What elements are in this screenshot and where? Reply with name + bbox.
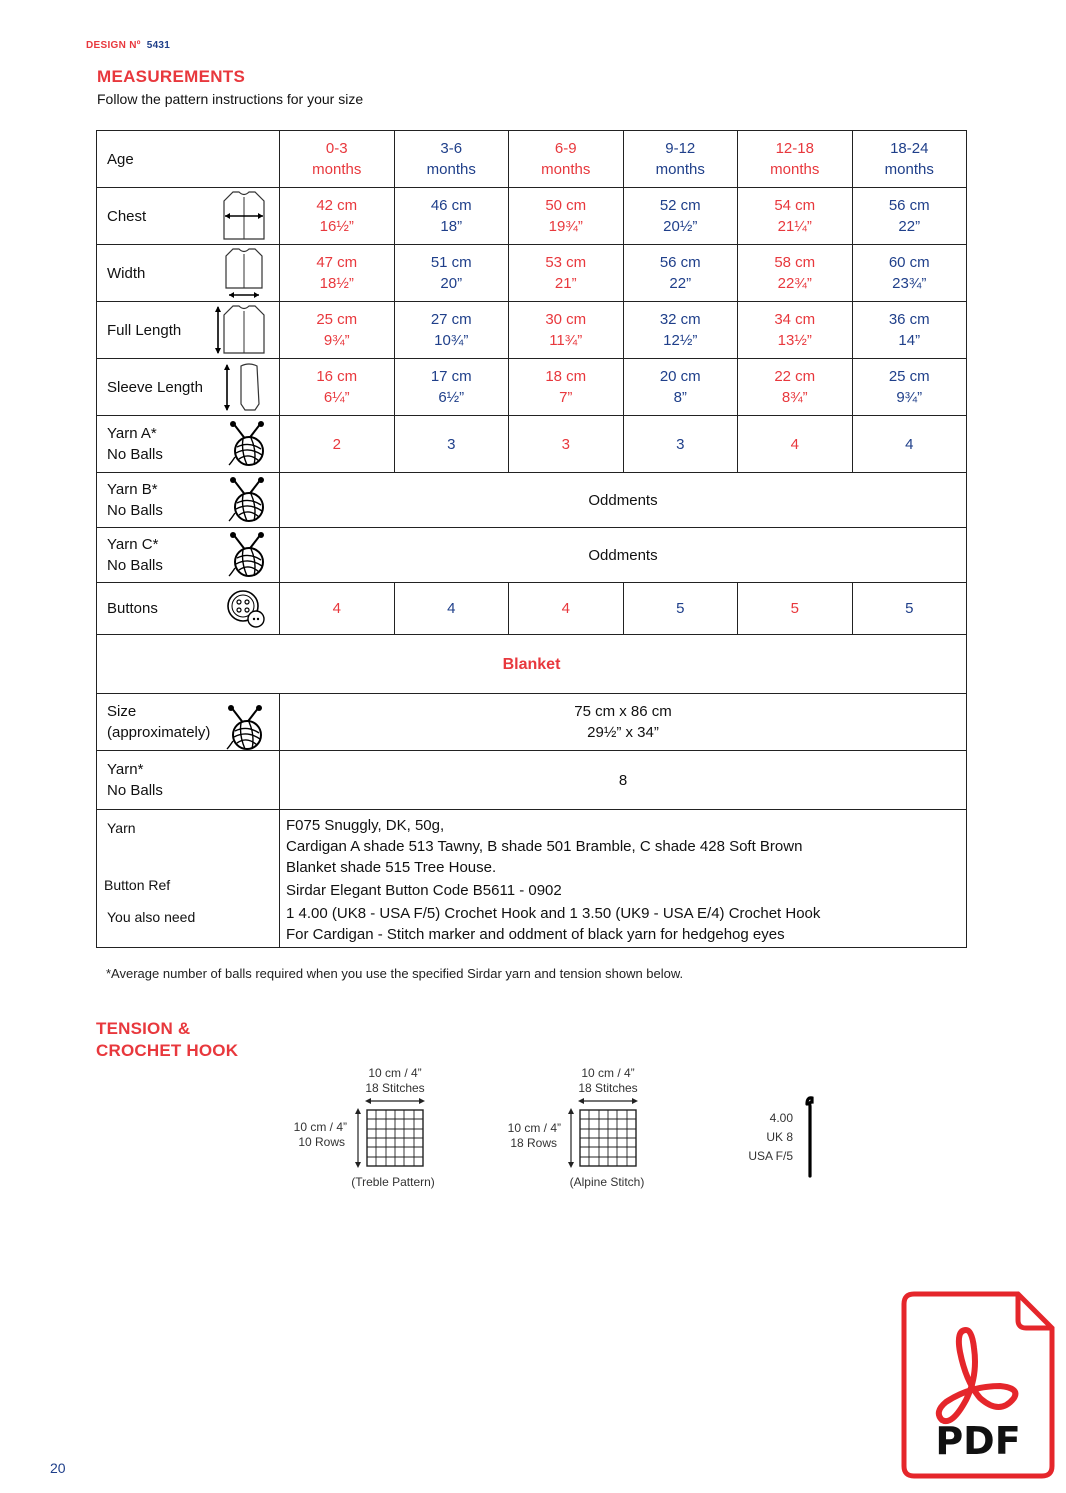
yarn-a-cell: 4 <box>738 416 853 473</box>
cardigan-width-icon <box>221 246 267 300</box>
also-need-line: For Cardigan - Stitch marker and oddment of black yarn for hedgehog eyes <box>286 926 785 943</box>
button-icon <box>225 588 267 630</box>
buttons-cell: 4 <box>509 583 624 635</box>
full-length-cell: 32 cm 12½” <box>623 302 738 359</box>
cardigan-chest-icon <box>221 189 267 243</box>
blanket-size-label: Size (approximately) <box>97 694 280 751</box>
full-length-cell: 27 cm 10¾” <box>394 302 509 359</box>
table-row-yarn-a <box>97 416 967 473</box>
size-cell: 0-3 months <box>280 131 395 188</box>
page-subtitle: Follow the pattern instructions for your size <box>97 91 364 107</box>
swatch1-width: 10 cm / 4” <box>368 1066 422 1080</box>
yarn-line: Cardigan A shade 513 Tawny, B shade 501 Bramble, C shade 428 Soft Brown <box>286 838 803 855</box>
swatch-alpine-stitch <box>508 1066 645 1189</box>
full-length-cell: 25 cm 9¾” <box>280 302 395 359</box>
yarn-a-cell: 4 <box>852 416 967 473</box>
buttons-label: Buttons <box>97 583 280 635</box>
yarn-info-labels <box>97 810 280 948</box>
sleeve-length-icon <box>221 360 267 414</box>
swatch2-stitches: 18 Stitches <box>578 1081 638 1095</box>
sleeve-length-label: Sleeve Length <box>97 359 280 416</box>
yarn-ball-icon <box>227 477 267 523</box>
yarn-ball-icon <box>225 705 265 751</box>
yarn-line: F075 Snuggly, DK, 50g, <box>286 817 445 834</box>
sleeve-cell: 20 cm 8” <box>623 359 738 416</box>
table-row-yarn-b <box>97 473 967 528</box>
table-row-yarn-c <box>97 528 967 583</box>
table-row-width <box>97 245 967 302</box>
also-need-label: You also need <box>107 909 196 925</box>
page-number: 20 <box>50 1460 66 1476</box>
hook-usa: USA F/5 <box>748 1149 793 1163</box>
cardigan-length-icon <box>215 303 267 357</box>
swatch1-stitches: 18 Stitches <box>365 1081 425 1095</box>
size-cell: 3-6 months <box>394 131 509 188</box>
buttons-cell: 4 <box>280 583 395 635</box>
buttons-cell: 5 <box>738 583 853 635</box>
swatch1-caption: (Treble Pattern) <box>351 1175 435 1189</box>
yarn-line: Blanket shade 515 Tree House. <box>286 859 497 876</box>
button-ref-line: Sirdar Elegant Button Code B5611 - 0902 <box>286 882 562 899</box>
table-row-blanket-yarn <box>97 751 967 810</box>
width-cell: 58 cm 22¾” <box>738 245 853 302</box>
swatch1-height: 10 cm / 4” <box>293 1120 347 1134</box>
sleeve-cell: 22 cm 8¾” <box>738 359 853 416</box>
design-number <box>86 40 170 51</box>
blanket-heading: Blanket <box>97 635 967 694</box>
chest-cell: 50 cm 19¾” <box>509 188 624 245</box>
yarn-a-cell: 2 <box>280 416 395 473</box>
chest-cell: 56 cm 22” <box>852 188 967 245</box>
sleeve-cell: 16 cm 6¼” <box>280 359 395 416</box>
width-cell: 53 cm 21” <box>509 245 624 302</box>
table-row-yarn-info <box>97 810 967 948</box>
also-need-line: 1 4.00 (UK8 - USA F/5) Crochet Hook and 1 3.50 (UK9 - USA E/4) Crochet Hook <box>286 905 821 922</box>
full-length-label: Full Length <box>97 302 280 359</box>
full-length-cell: 30 cm 11¾” <box>509 302 624 359</box>
age-label: Age <box>97 131 280 188</box>
yarn-c-label: Yarn C* No Balls <box>97 528 280 583</box>
yarn-a-label: Yarn A* No Balls <box>97 416 280 473</box>
full-length-cell: 34 cm 13½” <box>738 302 853 359</box>
blanket-size-value: 75 cm x 86 cm 29½” x 34” <box>280 694 967 751</box>
chest-cell: 54 cm 21¼” <box>738 188 853 245</box>
crochet-hook-icon <box>807 1098 812 1176</box>
pdf-file-icon <box>900 1290 1056 1480</box>
table-row-full-length <box>97 302 967 359</box>
yarn-a-cell: 3 <box>623 416 738 473</box>
table-row-blanket-heading <box>97 635 967 694</box>
table-row-sleeve-length <box>97 359 967 416</box>
tension-title: TENSION & CROCHET HOOK <box>96 1019 239 1060</box>
size-cell: 6-9 months <box>509 131 624 188</box>
yarn-a-cell: 3 <box>509 416 624 473</box>
table-row-blanket-size <box>97 694 967 751</box>
pdf-badge-label: PDF <box>935 1419 1021 1463</box>
swatch2-height: 10 cm / 4” <box>507 1121 561 1135</box>
blanket-yarn-label: Yarn* No Balls <box>97 751 280 810</box>
table-row-buttons <box>97 583 967 635</box>
yarn-b-value: Oddments <box>280 473 967 528</box>
width-cell: 47 cm 18½” <box>280 245 395 302</box>
chest-cell: 52 cm 20½” <box>623 188 738 245</box>
swatch-treble-pattern <box>294 1066 435 1189</box>
design-number-value: 5431 <box>146 40 171 51</box>
swatch2-rows: 18 Rows <box>510 1136 557 1150</box>
size-cell: 18-24 months <box>852 131 967 188</box>
width-label: Width <box>97 245 280 302</box>
table-row-chest <box>97 188 967 245</box>
hook-uk: UK 8 <box>766 1130 793 1144</box>
yarn-a-cell: 3 <box>394 416 509 473</box>
table-row-age <box>97 131 967 188</box>
blanket-yarn-value: 8 <box>280 751 967 810</box>
hook-size: 4.00 <box>769 1111 793 1125</box>
crochet-hook-spec <box>748 1098 812 1176</box>
swatch2-width: 10 cm / 4” <box>581 1066 635 1080</box>
measurements-table <box>96 130 967 948</box>
sleeve-cell: 25 cm 9¾” <box>852 359 967 416</box>
swatch1-rows: 10 Rows <box>298 1135 345 1149</box>
chest-cell: 42 cm 16½” <box>280 188 395 245</box>
buttons-cell: 5 <box>623 583 738 635</box>
yarn-c-value: Oddments <box>280 528 967 583</box>
tension-diagram <box>285 1064 845 1194</box>
width-cell: 51 cm 20” <box>394 245 509 302</box>
chest-cell: 46 cm 18” <box>394 188 509 245</box>
footnote: *Average number of balls required when you use the specified Sirdar yarn and tension shown below. <box>106 966 684 981</box>
buttons-cell: 4 <box>394 583 509 635</box>
sleeve-cell: 18 cm 7” <box>509 359 624 416</box>
design-label: DESIGN Nº <box>86 40 141 51</box>
yarn-b-label: Yarn B* No Balls <box>97 473 280 528</box>
sleeve-cell: 17 cm 6½” <box>394 359 509 416</box>
yarn-ball-icon <box>227 421 267 467</box>
yarn-label: Yarn <box>107 820 136 836</box>
yarn-info-text <box>280 810 967 948</box>
size-cell: 12-18 months <box>738 131 853 188</box>
pdf-badge <box>900 1290 1056 1485</box>
swatch2-caption: (Alpine Stitch) <box>569 1175 645 1189</box>
button-ref-label: Button Ref <box>104 877 171 893</box>
page-title: MEASUREMENTS <box>97 67 246 86</box>
size-cell: 9-12 months <box>623 131 738 188</box>
width-cell: 56 cm 22” <box>623 245 738 302</box>
full-length-cell: 36 cm 14” <box>852 302 967 359</box>
chest-label: Chest <box>97 188 280 245</box>
buttons-cell: 5 <box>852 583 967 635</box>
width-cell: 60 cm 23¾” <box>852 245 967 302</box>
yarn-ball-icon <box>227 532 267 578</box>
